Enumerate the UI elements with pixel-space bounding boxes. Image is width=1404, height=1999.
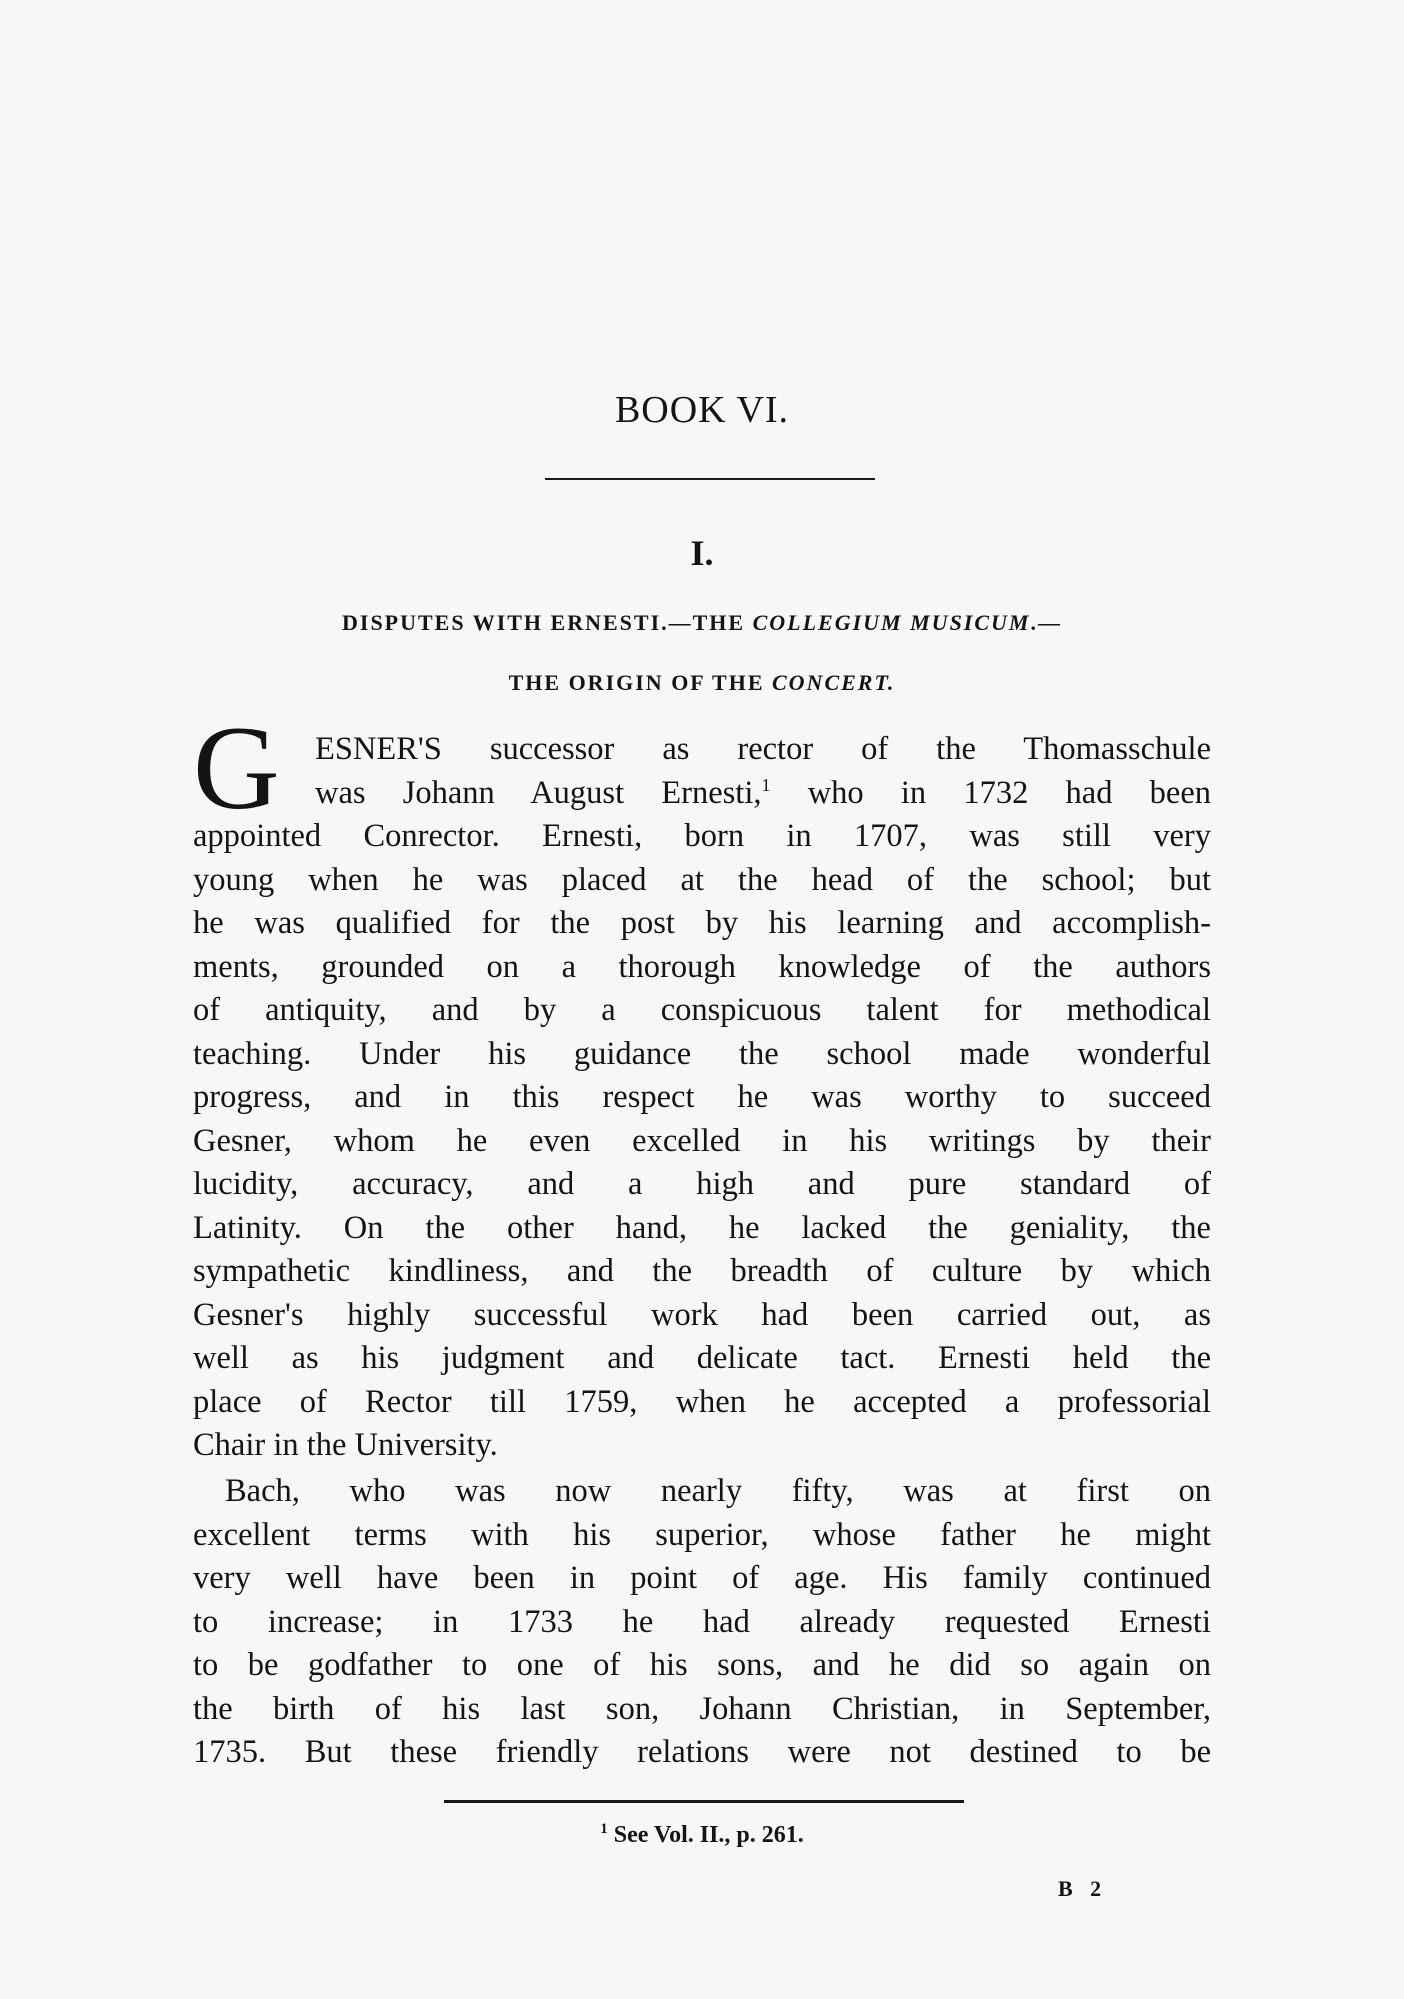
p1-line: Chair in the University. <box>193 1427 498 1463</box>
p2-line: Bach, who was now nearly fifty, was at first on <box>225 1473 1211 1509</box>
footnote-text: See Vol. II., p. 261. <box>607 1822 804 1848</box>
drop-cap: G <box>193 701 280 834</box>
p1-line: he was qualified for the post by his learning and accomplish- <box>193 905 1211 941</box>
footnote-ref: 1 <box>761 774 771 795</box>
p1-line <box>193 772 1211 816</box>
p1-line: Latinity. On the other hand, he lacked the geniality, the <box>193 1209 1211 1246</box>
p1-line: progress, and in this respect he was worthy to succeed <box>193 1079 1211 1115</box>
p2-line: the birth of his last son, Johann Christian, in September, <box>193 1690 1211 1727</box>
p2-line: very well have been in point of age. His family continued <box>193 1560 1211 1596</box>
title-divider <box>545 478 875 480</box>
p2-line: excellent terms with his superior, whose father he might <box>193 1516 1211 1553</box>
chapter-heading-2a: THE ORIGIN OF THE <box>508 670 772 695</box>
p1-line: ESNER'S successor as rector of the Thomasschule <box>315 731 1211 767</box>
paragraph-1 <box>193 728 1211 1468</box>
p1-line-2-tail: who in 1732 had been <box>770 774 1212 811</box>
chapter-heading-line-2 <box>0 670 1404 696</box>
chapter-heading-1c: .— <box>1030 610 1062 635</box>
footnote-divider <box>444 1800 964 1803</box>
printer-signature: B 2 <box>1058 1876 1108 1901</box>
p2-line: 1735. But these friendly relations were not destined to be <box>193 1734 1211 1770</box>
p1-line: Gesner, whom he even excelled in his writings by their <box>193 1122 1211 1159</box>
p1-line: appointed Conrector. Ernesti, born in 1707, was still very <box>193 818 1211 854</box>
p1-line-2-text: was Johann August Ernesti, <box>315 774 762 811</box>
p1-line: sympathetic kindliness, and the breadth of culture by which <box>193 1253 1211 1289</box>
footnote-mark: 1 <box>600 1821 608 1837</box>
book-title: BOOK VI. <box>614 389 790 431</box>
p1-line: teaching. Under his guidance the school made wonderful <box>193 1035 1211 1072</box>
p2-line: to increase; in 1733 he had already requested Ernesti <box>193 1603 1211 1640</box>
p1-line: of antiquity, and by a conspicuous talent for methodical <box>193 992 1211 1028</box>
p1-line: young when he was placed at the head of the school; but <box>193 861 1211 898</box>
chapter-heading-1b: COLLEGIUM MUSICUM <box>752 610 1031 635</box>
chapter-heading-1a: DISPUTES WITH ERNESTI.—THE <box>342 610 753 635</box>
footnote <box>0 1822 1404 1849</box>
p1-line: lucidity, accuracy, and a high and pure standard of <box>193 1166 1211 1202</box>
p1-line: well as his judgment and delicate tact. Ernesti held the <box>193 1340 1211 1376</box>
chapter-heading-2b: CONCERT. <box>772 670 896 695</box>
p1-line: place of Rector till 1759, when he accepted a professorial <box>193 1383 1211 1420</box>
p2-line: to be godfather to one of his sons, and he did so again on <box>193 1647 1211 1683</box>
paragraph-2 <box>193 1470 1211 1775</box>
chapter-number: I. <box>690 533 714 573</box>
p1-line: ments, grounded on a thorough knowledge of the authors <box>193 948 1211 985</box>
chapter-heading-line-1 <box>0 610 1404 636</box>
p1-line: Gesner's highly successful work had been carried out, as <box>193 1296 1211 1333</box>
